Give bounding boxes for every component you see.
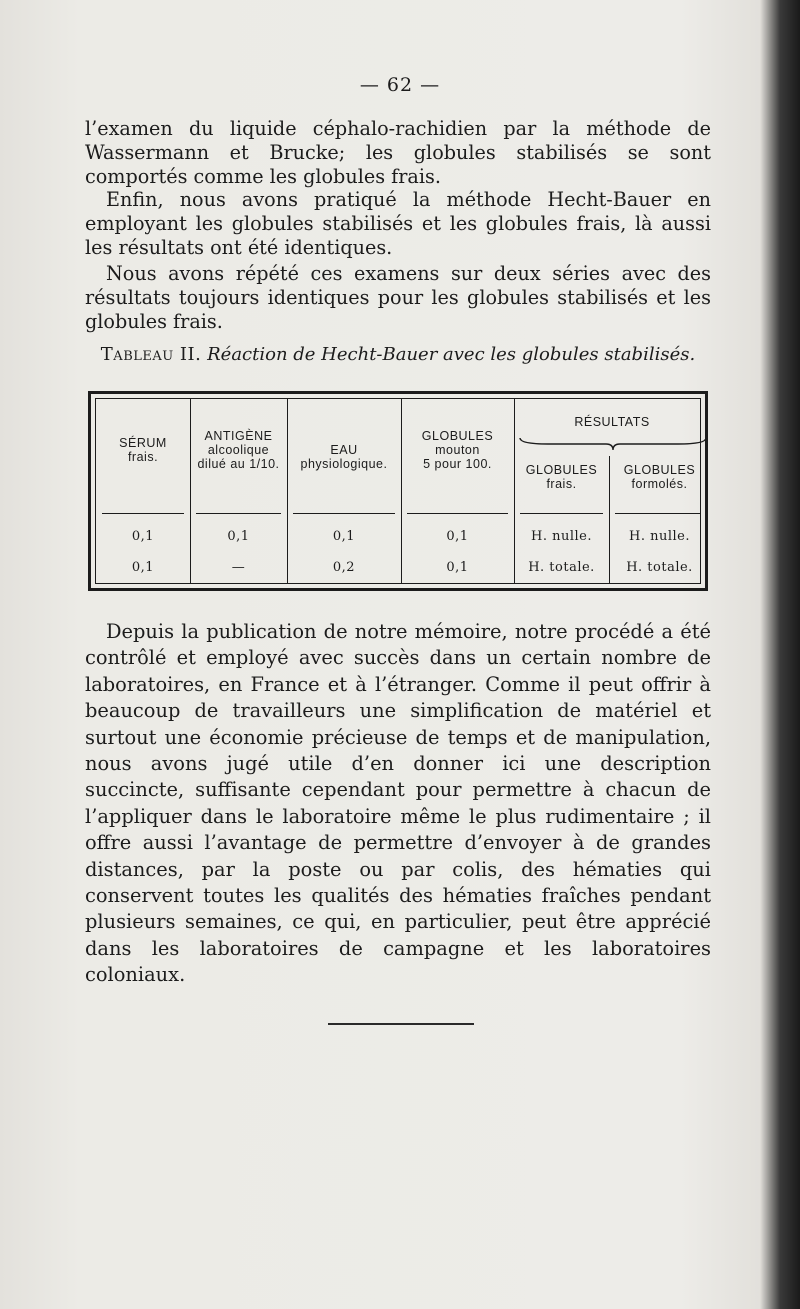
header-rule <box>520 513 603 514</box>
header-formoles-sub: formolés. <box>631 477 688 491</box>
table-cell: 0,2 <box>332 560 356 575</box>
table-caption <box>85 344 711 365</box>
header-serum-sub: frais. <box>127 450 159 464</box>
header-rule <box>102 513 184 514</box>
header-globules-sub2: 5 pour 100. <box>423 457 492 471</box>
table-cell: H. nulle. <box>629 529 690 544</box>
header-globules-title: GLOBULES <box>421 429 494 443</box>
header-eau-sub: physiologique. <box>300 457 388 471</box>
header-antigene-sub2: dilué au 1/10. <box>197 457 280 471</box>
header-rule <box>196 513 281 514</box>
column-divider <box>190 399 191 583</box>
page-number: — 62 — <box>359 74 441 96</box>
header-eau-title: EAU <box>330 443 358 457</box>
table-cell: 0,1 <box>332 529 356 544</box>
header-globules-sub: mouton <box>435 443 480 457</box>
header-rule <box>293 513 395 514</box>
results-table <box>88 391 708 591</box>
paragraph-3: Nous avons répété ces examens sur deux séries avec des résultats toujours identiques pour les globules stabilisés et les globules frais. <box>85 262 711 333</box>
header-globules-formoles <box>609 463 710 491</box>
header-globules-frais <box>514 463 609 491</box>
table-cell: 0,1 <box>131 560 155 575</box>
header-serum <box>96 436 190 464</box>
table-cell: — <box>231 560 246 575</box>
paragraph-1: l’examen du liquide céphalo-rachidien par la méthode de Wassermann et Brucke; les globules stabilisés se sont comportés comme les globules frais. <box>85 117 711 188</box>
table-cell: 0,1 <box>446 529 469 544</box>
column-divider <box>401 399 402 583</box>
results-table-inner <box>95 398 701 584</box>
table-cell: 0,1 <box>227 529 250 544</box>
header-globules-mouton <box>401 429 514 471</box>
header-antigene-sub: alcoolique <box>207 443 270 457</box>
header-rule <box>615 513 700 514</box>
header-formoles-title: GLOBULES <box>623 463 696 477</box>
table-caption-title: Réaction de Hecht-Bauer avec les globules stabilisés. <box>207 344 696 365</box>
closing-rule <box>328 1023 474 1025</box>
column-divider <box>287 399 288 583</box>
table-cell: 0,1 <box>446 560 469 575</box>
header-resultats: RÉSULTATS <box>574 415 650 429</box>
table-cell: H. totale. <box>528 560 595 575</box>
paragraph-2: Enfin, nous avons pratiqué la méthode Hecht-Bauer en employant les globules stabilisés et les globules frais, là aussi les résultats ont été identiques. <box>85 188 711 259</box>
header-frais-sub: frais. <box>546 477 577 491</box>
header-antigene <box>190 429 287 471</box>
header-eau <box>287 443 401 471</box>
header-frais-title: GLOBULES <box>525 463 598 477</box>
table-cell: 0,1 <box>131 529 155 544</box>
table-cell: H. totale. <box>626 560 693 575</box>
header-rule <box>407 513 508 514</box>
header-serum-title: SÉRUM <box>119 436 167 450</box>
table-caption-label: Tableau II. <box>100 344 202 365</box>
paragraph-4: Depuis la publication de notre mémoire, notre procédé a été contrôlé et employé avec succès dans un certain nombre de laboratoires, en France et à l’étranger. Comme il peut offrir à beaucoup de travailleurs une simplification de matériel et surtout une économie précieuse de temps et de manipulation, nous avons jugé utile d’en donner ici une description succincte, suffisante cependant pour permettre à chacun de l’appliquer dans le laboratoire même le plus rudimentaire ; il offre aussi l’avantage de permettre d’envoyer à de grandes distances, par la poste ou par colis, des hématies qui conservent toutes les qualités des hématies fraîches pendant plusieurs semaines, ce qui, en particulier, peut être apprécié dans les laboratoires de campagne et les laboratoires coloniaux. <box>85 620 711 987</box>
table-cell: H. nulle. <box>531 529 592 544</box>
results-brace <box>518 436 708 452</box>
header-antigene-title: ANTIGÈNE <box>204 429 273 443</box>
